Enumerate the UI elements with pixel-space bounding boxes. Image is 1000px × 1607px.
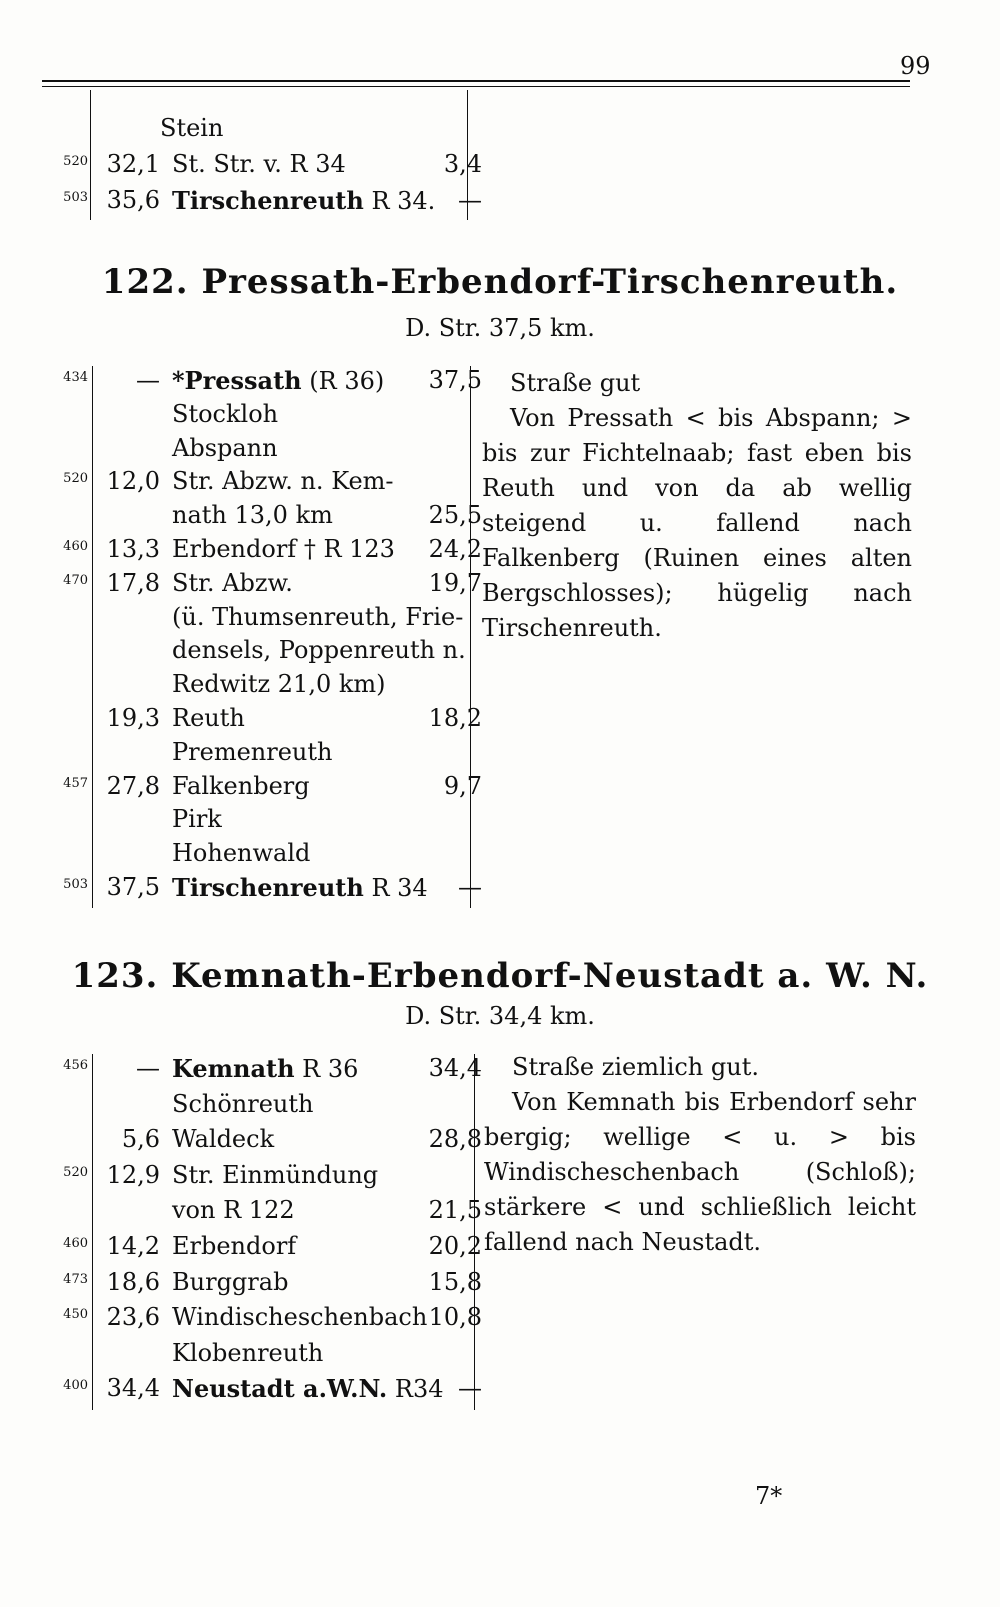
row-place bbox=[172, 603, 463, 631]
row-place-suffix: (R 36) bbox=[301, 367, 385, 395]
row-altitude: 460 bbox=[63, 1236, 88, 1251]
page-number: 99 bbox=[900, 52, 931, 80]
table-row bbox=[42, 839, 482, 875]
row-place bbox=[172, 1196, 295, 1224]
header-rule-thick bbox=[42, 80, 910, 82]
table-row bbox=[42, 366, 482, 402]
row-km: 12,0 bbox=[106, 467, 160, 496]
row-remaining: 25,5 bbox=[428, 501, 482, 530]
row-place bbox=[172, 434, 278, 462]
table-row bbox=[42, 1196, 482, 1232]
row-altitude: 400 bbox=[63, 1378, 88, 1394]
header-rule-thin bbox=[42, 86, 910, 87]
row-remaining: 28,8 bbox=[428, 1125, 482, 1154]
section-122-description bbox=[482, 366, 912, 646]
section-123-subtitle: D. Str. 34,4 km. bbox=[405, 1002, 595, 1030]
row-place-suffix: R34 bbox=[387, 1375, 444, 1404]
row-place-name: von R 122 bbox=[172, 1196, 295, 1225]
row-place-name: Erbendorf bbox=[172, 1232, 297, 1260]
row-km: 13,3 bbox=[106, 535, 160, 563]
row-place bbox=[172, 186, 435, 215]
row-place bbox=[172, 1374, 444, 1403]
row-km: 19,3 bbox=[106, 704, 160, 732]
table-row bbox=[42, 772, 482, 808]
row-remaining: 24,2 bbox=[428, 535, 482, 563]
row-remaining: 37,5 bbox=[428, 366, 482, 394]
table-row bbox=[42, 704, 482, 740]
row-altitude: 457 bbox=[63, 775, 88, 791]
table-row bbox=[42, 1232, 482, 1268]
table-row bbox=[42, 670, 482, 706]
row-remaining: 9,7 bbox=[443, 771, 482, 800]
row-km: 17,8 bbox=[106, 568, 160, 597]
row-altitude: 450 bbox=[63, 1307, 88, 1323]
row-place bbox=[172, 636, 466, 664]
row-place-name: Str. Einmündung bbox=[172, 1160, 379, 1189]
row-place-name: Str. Abzw. bbox=[172, 568, 293, 597]
row-place-name: Stockloh bbox=[172, 399, 279, 428]
table-row bbox=[42, 1268, 482, 1304]
row-place: Stein bbox=[160, 114, 224, 142]
row-altitude: 434 bbox=[63, 370, 88, 385]
table-row bbox=[42, 873, 482, 909]
row-place-name: Reuth bbox=[172, 704, 245, 732]
section-123-description bbox=[484, 1050, 916, 1260]
row-altitude: 456 bbox=[63, 1058, 88, 1073]
row-place bbox=[172, 535, 395, 563]
row-altitude: 520 bbox=[63, 154, 88, 169]
row-km: 12,9 bbox=[106, 1160, 160, 1189]
table-row bbox=[42, 1303, 482, 1339]
row-place bbox=[172, 467, 394, 495]
row-place-suffix: R 34 bbox=[363, 874, 428, 902]
row-place-name: Tirschenreuth bbox=[172, 873, 364, 902]
printer-signature: 7* bbox=[755, 1482, 783, 1510]
description-road-quality: Straße gut bbox=[510, 369, 641, 397]
row-remaining: — bbox=[458, 186, 482, 214]
row-place-name: Burggrab bbox=[172, 1267, 289, 1296]
row-place bbox=[172, 501, 333, 529]
row-place bbox=[172, 1339, 323, 1367]
row-place-name: Erbendorf † R 123 bbox=[172, 535, 395, 563]
table-row bbox=[42, 467, 482, 503]
row-place-name: nath 13,0 km bbox=[172, 501, 333, 530]
row-place bbox=[172, 1268, 288, 1296]
row-place-name: Redwitz 21,0 km) bbox=[172, 670, 386, 699]
row-km: 27,8 bbox=[106, 771, 160, 800]
table-row bbox=[42, 603, 482, 639]
row-place-name: densels, Poppenreuth n. bbox=[172, 636, 466, 665]
table-row bbox=[42, 186, 482, 222]
row-place bbox=[172, 839, 310, 867]
row-place-suffix: R 34. bbox=[363, 187, 436, 215]
row-altitude: 460 bbox=[63, 539, 88, 554]
row-place bbox=[172, 1161, 378, 1189]
row-km: 14,2 bbox=[106, 1232, 160, 1260]
row-remaining: — bbox=[458, 873, 482, 901]
row-place-name: *Pressath bbox=[172, 366, 302, 395]
table-row bbox=[42, 535, 482, 571]
table-row bbox=[42, 1054, 482, 1090]
table-row bbox=[42, 434, 482, 470]
row-remaining: 34,4 bbox=[428, 1054, 482, 1082]
table-row bbox=[42, 1161, 482, 1197]
table-row bbox=[42, 569, 482, 605]
row-place bbox=[172, 805, 222, 833]
row-remaining: 15,8 bbox=[428, 1267, 482, 1296]
row-place-name: Kemnath bbox=[172, 1054, 295, 1083]
section-123-title: 123. Kemnath-Erbendorf-Neustadt a. W. N. bbox=[71, 956, 929, 996]
row-remaining: 10,8 bbox=[428, 1303, 482, 1332]
table-row bbox=[42, 400, 482, 436]
row-place-name: (ü. Thumsenreuth, Frie- bbox=[172, 602, 464, 631]
row-remaining: 21,5 bbox=[428, 1196, 482, 1225]
row-remaining: 3,4 bbox=[443, 150, 482, 178]
row-place bbox=[172, 1125, 274, 1153]
row-remaining: — bbox=[458, 1374, 482, 1403]
row-remaining: 19,7 bbox=[428, 568, 482, 597]
row-place-name: Waldeck bbox=[172, 1125, 275, 1154]
row-altitude: 520 bbox=[63, 1164, 88, 1180]
row-place-name: Schönreuth bbox=[172, 1089, 314, 1118]
row-place bbox=[172, 1054, 358, 1083]
description-profile: Von Pressath < bis Abspann; > bis zur Fichtelnaab; fast eben bis Reuth und von da ab wellig steigend u. fallend nach Falkenberg (Ruinen eines alten Bergschlosses); hügelig nach Tirschenreuth. bbox=[482, 404, 912, 642]
row-place: St. Str. v. R 34 bbox=[172, 150, 346, 178]
row-place bbox=[172, 738, 332, 766]
description-road-quality: Straße ziemlich gut. bbox=[512, 1053, 759, 1081]
row-altitude: 503 bbox=[63, 190, 88, 205]
description-profile: Von Kemnath bis Erbendorf sehr bergig; wellige < u. > bis Windischeschenbach (Schloß); stärkere < und schließlich leicht fallend nach Neustadt. bbox=[484, 1088, 916, 1256]
row-km: 37,5 bbox=[106, 873, 160, 901]
row-km: 23,6 bbox=[106, 1303, 160, 1332]
row-remaining: 20,2 bbox=[428, 1232, 482, 1260]
table-row bbox=[42, 1374, 482, 1410]
row-altitude: 473 bbox=[63, 1271, 88, 1287]
row-altitude: 520 bbox=[63, 471, 88, 487]
row-place bbox=[172, 1090, 313, 1118]
table-row bbox=[42, 114, 482, 150]
row-km: 35,6 bbox=[106, 186, 160, 214]
section-122-subtitle: D. Str. 37,5 km. bbox=[405, 314, 595, 342]
row-place bbox=[172, 1303, 427, 1331]
table-row bbox=[42, 805, 482, 841]
row-place-name: Premenreuth bbox=[172, 737, 333, 766]
row-km: — bbox=[136, 366, 160, 394]
row-altitude: 470 bbox=[63, 572, 88, 588]
row-km: 18,6 bbox=[106, 1267, 160, 1296]
section-122-title: 122. Pressath-Erbendorf-Tirschenreuth. bbox=[101, 262, 899, 302]
row-place-name: Pirk bbox=[172, 805, 222, 834]
row-place bbox=[172, 704, 245, 732]
table-row bbox=[42, 1090, 482, 1126]
row-place bbox=[172, 569, 293, 597]
row-place bbox=[172, 1232, 296, 1260]
table-row bbox=[42, 738, 482, 774]
row-place-name: Str. Abzw. n. Kem- bbox=[172, 467, 394, 496]
row-km: — bbox=[136, 1054, 160, 1082]
row-place-name: Falkenberg bbox=[172, 771, 310, 800]
row-place bbox=[172, 400, 278, 428]
table-row bbox=[42, 501, 482, 537]
row-place-name: Hohenwald bbox=[172, 839, 311, 868]
table-row bbox=[42, 1125, 482, 1161]
row-place-name: Windischeschenbach bbox=[172, 1303, 428, 1332]
row-place-name: Klobenreuth bbox=[172, 1338, 324, 1367]
row-altitude: 503 bbox=[63, 877, 88, 892]
row-km: 34,4 bbox=[106, 1374, 160, 1403]
row-remaining: 18,2 bbox=[428, 704, 482, 732]
table-row bbox=[42, 150, 482, 186]
row-place bbox=[172, 670, 386, 698]
row-place-name: Abspann bbox=[172, 433, 278, 462]
row-place bbox=[172, 873, 428, 902]
row-place-suffix: R 36 bbox=[294, 1055, 359, 1083]
row-km: 32,1 bbox=[106, 150, 160, 178]
row-place-name: Tirschenreuth bbox=[172, 186, 364, 215]
table-row bbox=[42, 1339, 482, 1375]
table-row bbox=[42, 636, 482, 672]
row-km: 5,6 bbox=[121, 1125, 160, 1154]
row-place bbox=[172, 366, 384, 395]
row-place-name: Neustadt a.W.N. bbox=[172, 1374, 388, 1404]
row-place bbox=[172, 772, 310, 800]
